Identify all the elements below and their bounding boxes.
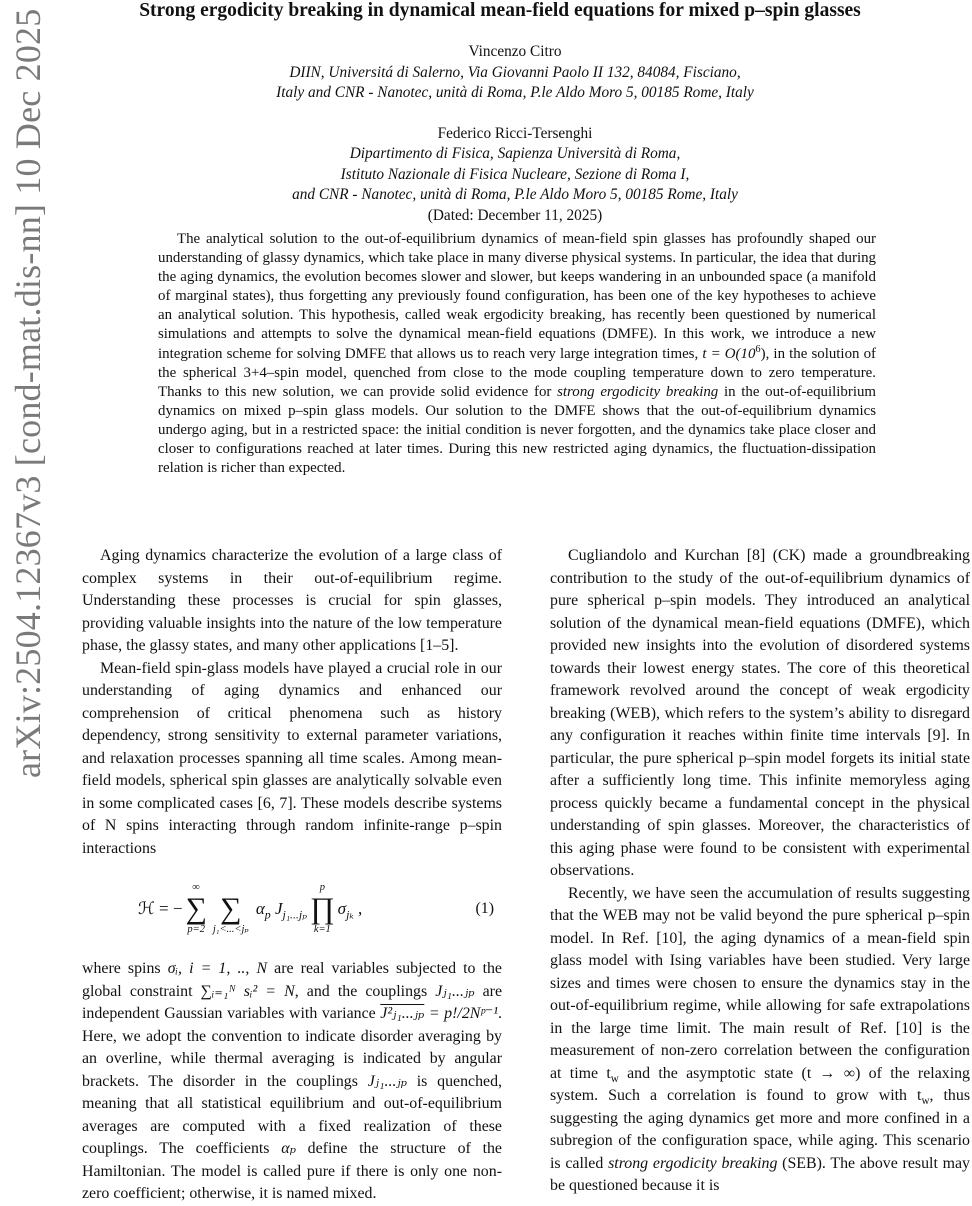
body-paragraph: Aging dynamics characterize the evolution of a large class of complex systems in their out-of-equilibrium regime. Understanding these processes is crucial for spin glasses, providing valuable insights into the nature of the low temperature phase, the glassy states, and many other applications [1–5].	[82, 547, 502, 654]
math-inline: t = O(10	[702, 345, 756, 362]
sum-operator: ∑ j₁<...<jₚ	[212, 892, 249, 935]
author-affiliation: Istituto Nazionale di Fisica Nucleare, Sezione di Roma I,	[340, 165, 690, 183]
author-name: Vincenzo Citro	[468, 43, 562, 60]
equation-number: (1)	[475, 900, 494, 917]
author-name: Federico Ricci-Tersenghi	[437, 124, 593, 142]
author-affiliation: and CNR - Nanotec, unità di Roma, P.le Aldo Moro 5, 00185 Rome, Italy	[292, 186, 738, 203]
left-column	[82, 545, 502, 1206]
abstract	[158, 230, 876, 478]
hamiltonian-formula: ℋ = − ∞ ∑ p=2 ∑ j₁<...<jₚ $\alpha_p$ $J_{j_1...j_p}$ p ∏ k=1 $\sigma_{j_k}$ ,	[138, 882, 363, 935]
emphasis: strong ergodicity breaking	[557, 383, 719, 400]
right-column	[550, 545, 970, 1198]
emphasis: strong ergodicity breaking	[608, 1154, 778, 1172]
author-affiliation: Dipartimento di Fisica, Sapienza Università di Roma,	[349, 145, 681, 162]
body-paragraph: Recently, we have seen the accumulation of results suggesting that the WEB may not be valid beyond the pure spherical p–spin model. In Ref. [10], the aging dynamics of a mean-field spin glass model with Ising variables have been studied. Very large sizes and times were chosen to ensure the dynamics stay in the out-of-equilibrium regime, while allowing for safe extrapolations in the large time limit. The main result of Ref. [10] is the measurement of non-zero correlation between the configuration at time $t_w$ and the asymptotic state (t → ∞) of the relaxing system. Such a correlation is found to grow with $t_w$, thus suggesting the aging dynamics get more and more confined in a subregion of the configuration space, while aging. This scenario is called strong ergodicity breaking (SEB). The above result may be questioned because it is	[550, 884, 970, 1194]
sum-operator: ∞ ∑ p=2	[185, 882, 207, 935]
body-paragraph: Mean-field spin-glass models have played a crucial role in our understanding of aging dynamics and enhanced our comprehension of critical phenomena such as history dependency, strong sensitivity to external parameter variations, and relaxation processes spanning all time scales. Among mean-field models, spherical spin glasses are analytically solvable even in some complicated cases [6, 7]. These models describe systems of N spins interacting through random infinite-range p–spin interactions	[82, 659, 502, 857]
abstract-paragraph: The analytical solution to the out-of-equilibrium dynamics of mean-field spin glasses has profoundly shaped our understanding of glassy dynamics, which take place in many diverse physical systems. In particular, the idea that during the aging dynamics, the evolution becomes slower and slower, but keeps wandering in an unbounded space (a manifold of marginal states), thus forgetting any previously found configuration, has been one of the key hypotheses to achieve an analytical solution. This hypothesis, called weak ergodicity breaking, has recently been questioned by numerical simulations and attempts to solve the dynamical mean-field equations (DMFE). In this work, we introduce a new integration scheme for solving DMFE that allows us to reach very large integration times, $t = O(10^6)$, in the solution of the spherical 3+4–spin model, quenched from close to the mode coupling temperature down to zero temperature. Thanks to this new solution, we can provide solid evidence for strong ergodicity breaking in the out-of-equilibrium dynamics on mixed p–spin glass models. Our solution to the DMFE shows that the out-of-equilibrium dynamics undergo aging, but in a restricted space: the initial condition is never forgotten, and the dynamics take place closer and closer to configurations reached at later times. During this new restricted aging dynamics, the fluctuation-dissipation relation is richer than expected.	[158, 231, 876, 477]
dated-line: (Dated: December 11, 2025)	[427, 206, 603, 224]
author-affiliation: Italy and CNR - Nanotec, unità di Roma, P.le Aldo Moro 5, 00185 Rome, Italy	[276, 84, 754, 101]
body-paragraph: Cugliandolo and Kurchan [8] (CK) made a groundbreaking contribution to the study of the out-of-equilibrium dynamics of pure spherical p–spin models. They introduced an analytical solution of the dynamical mean-field equations (DMFE), which provided new insights into the evolution of disordered systems towards their lowest energy states. The core of this theoretical framework revolved around the concept of weak ergodicity breaking (WEB), which refers to the system’s ability to disregard any configuration it reaches within finite time intervals [9]. In particular, the pure spherical p–spin model forgets its initial state after a sufficiently long time. This infinite memoryless aging process quickly became a fundamental concept in the physical understanding of spin glasses. Moreover, the characteristics of this aging phase were found to be consistent with experimental observations.	[550, 547, 970, 879]
paper-title: Strong ergodicity breaking in dynamical mean-field equations for mixed p–spin glasses	[139, 0, 861, 21]
author-block	[120, 42, 910, 226]
body-paragraph: where spins σᵢ, i = 1, .., N are real variables subjected to the global constraint ∑ᵢ₌₁ᴺ sᵢ² = N, and the couplings Jⱼ₁...ⱼₚ are independent Gaussian variables with variance J²ⱼ₁...ⱼₚ = p!/2Nᵖ⁻¹. Here, we adopt the convention to indicate disorder averaging by an overline, while thermal averaging is indicated by angular brackets. The disorder in the couplings Jⱼ₁...ⱼₚ is quenched, meaning that all statistical equilibrium and out-of-equilibrium averages are computed with a fixed realization of these couplings. The coefficients αₚ define the structure of the Hamiltonian. The model is called pure if there is only one non-zero coefficient; otherwise, it is named mixed.	[82, 960, 503, 1202]
author-affiliation: DIIN, Universitá di Salerno, Via Giovanni Paolo II 132, 84084, Fisciano,	[289, 63, 741, 81]
product-operator: p ∏ k=1	[309, 882, 335, 935]
arxiv-identifier-stamp[interactable]: arXiv:2504.12367v3 [cond-mat.dis-nn] 10 Dec 2025	[8, 8, 48, 778]
equation-1	[82, 866, 502, 954]
